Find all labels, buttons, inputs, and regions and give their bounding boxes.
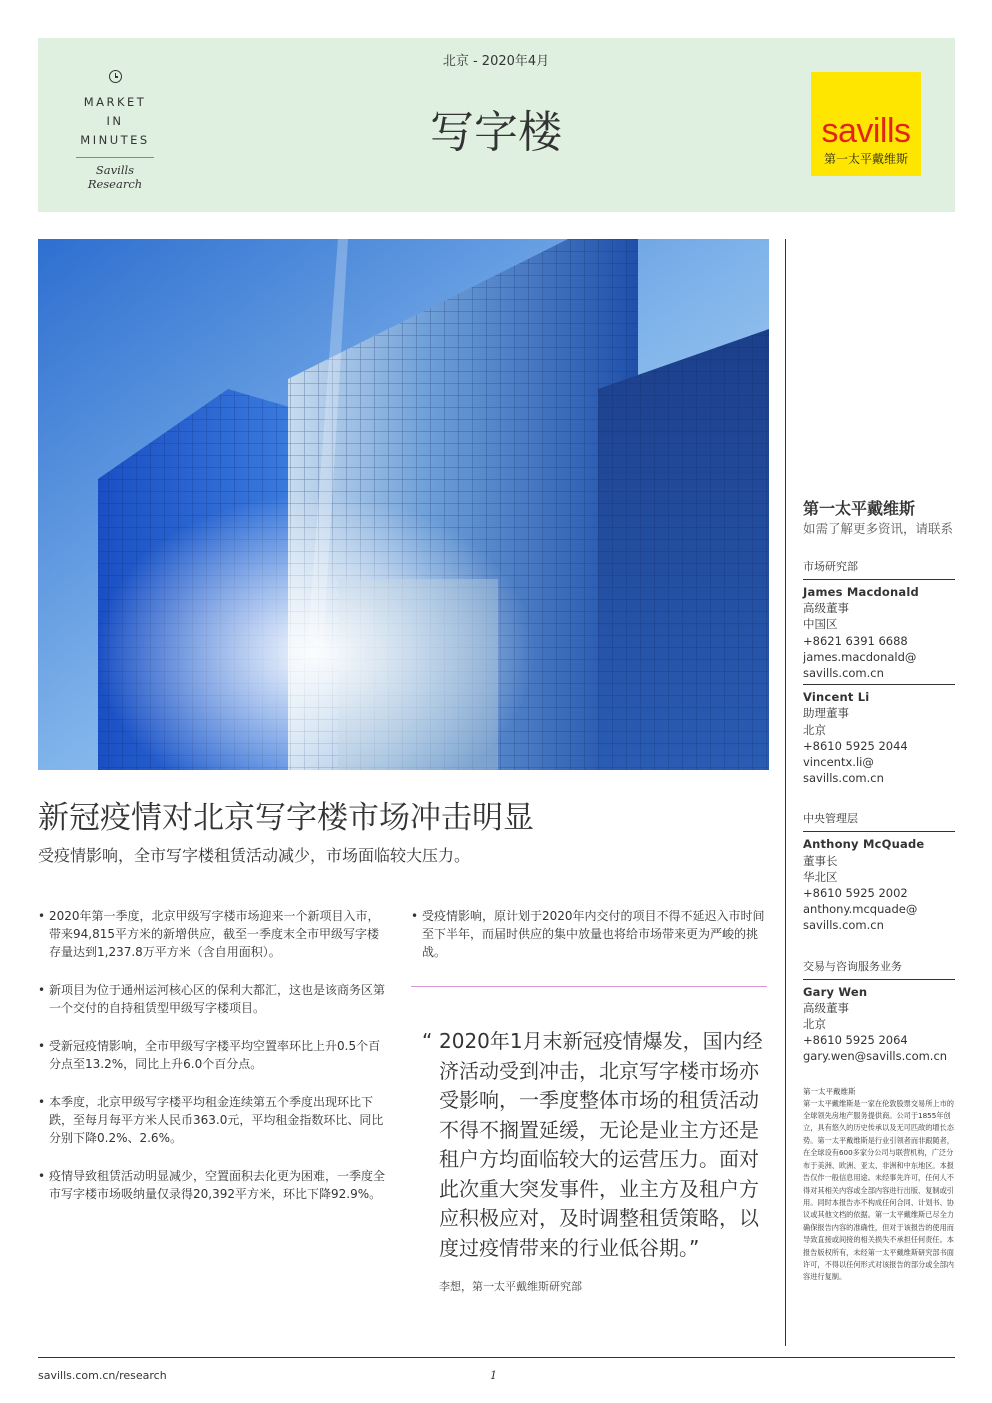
list-item: • 受新冠疫情影响，全市甲级写字楼平均空置率环比上升0.5个百分点至13.2%，同比上升6.0个百分点。 [38, 1037, 390, 1073]
page-title: 写字楼 [430, 107, 562, 158]
logo-chinese-name: 第一太平戴维斯 [823, 152, 908, 166]
list-item: • 本季度，北京甲级写字楼平均租金连续第五个季度出现环比下跌，至每月每平方米人民币363.0元，平均租金指数环比、同比分别下降0.2%、2.6%。 [38, 1093, 390, 1147]
mim-word: IN [106, 114, 124, 128]
footer-rule [38, 1357, 955, 1358]
list-item: • 疫情导致租赁活动明显减少，空置面积去化更为困难，一季度全市写字楼市场吸纳量仅录得20,392平方米，环比下降92.9%。 [38, 1167, 390, 1203]
contact-email-domain[interactable]: savills.com.cn [803, 666, 884, 681]
contact-name: Anthony McQuade [803, 837, 925, 852]
contact-region: 中国区 [803, 617, 838, 632]
article-headline: 新冠疫情对北京写字楼市场冲击明显 [38, 800, 534, 836]
contact-region: 北京 [803, 1017, 826, 1032]
contact-phone: +8621 6391 6688 [803, 633, 908, 648]
page-number: 1 [490, 1369, 497, 1382]
contact-role: 高级董事 [803, 1000, 849, 1015]
contact-role: 助理董事 [803, 706, 849, 721]
contact-email-domain[interactable]: savills.com.cn [803, 771, 884, 786]
contact-role: 高级董事 [803, 601, 849, 616]
list-item: • 新项目为位于通州运河核心区的保利大都汇，这也是该商务区第一个交付的自持租赁型甲级写字楼项目。 [38, 981, 390, 1017]
contact-email-domain[interactable]: savills.com.cn [803, 918, 884, 933]
quote-text: 2020年1月末新冠疫情爆发，国内经济活动受到冲击，北京写字楼市场亦受影响，一季度整体市场的租赁活动不得不搁置延缓，无论是业主方还是租户方均面临较大的运营压力。面对此次重大突发事件，业主方及租户方应积极应对，及时调整租赁策略，以度过疫情带来的行业低谷期。” [439, 1029, 763, 1260]
office-building-photo [38, 239, 769, 770]
contact-email[interactable]: anthony.mcquade@ [803, 902, 918, 917]
contact-card [803, 580, 955, 684]
quote-divider [411, 986, 767, 987]
contact-phone: +8610 5925 2064 [803, 1033, 908, 1048]
disclaimer-title: 第一太平戴维斯 [803, 1086, 856, 1096]
contact-region: 华北区 [803, 869, 838, 884]
contact-sidebar [803, 498, 955, 1284]
article-subhead: 受疫情影响，全市写字楼租赁活动减少，市场面临较大压力。 [38, 846, 471, 865]
list-item: • 受疫情影响，原计划于2020年内交付的项目不得不延迟入市时间至下半年，而届时供应的集中放量也将给市场带来更为严峻的挑战。 [411, 907, 767, 961]
contact-region: 北京 [803, 722, 826, 737]
column-divider [785, 239, 786, 1346]
sidebar-title: 第一太平戴维斯 [803, 499, 916, 518]
dateline: 北京 - 2020年4月 [442, 54, 550, 69]
contact-card [803, 980, 955, 1068]
contact-email[interactable]: gary.wen@savills.com.cn [803, 1049, 948, 1064]
sidebar-subtitle: 如需了解更多资讯，请联系 [803, 521, 954, 536]
contact-role: 董事长 [803, 853, 838, 868]
clock-icon [109, 70, 122, 83]
pull-quote [422, 1027, 767, 1263]
contact-phone: +8610 5925 2002 [803, 886, 908, 901]
contact-card [803, 684, 955, 789]
disclaimer-text: 第一太平戴维斯是一家在伦敦股票交易所上市的全球领先房地产服务提供商。公司于1855年创立，具有悠久的历史传承以及无可匹敌的增长态势。第一太平戴维斯是行业引领者而非跟随者，在全球设有600多家分公司与联营机构，广泛分布于美洲、欧洲、亚太、非洲和中东地区。本报告仅作一般信息用途。未经事先许可，任何人不得对其相关内容或全部内容进行出版、复制或引用。同时本报告亦不构成任何合同、计划书、协议或其他文档的依据。第一太平戴维斯已尽全力确保报告内容的准确性，但对于该报告的使用而导致直接或间接的相关损失不承担任何责任。本报告版权所有，未经第一太平戴维斯研究部书面许可，不得以任何形式对该报告的部分或全部内容进行复制。 [803, 1098, 954, 1282]
logo-wordmark: savills [821, 112, 911, 150]
contact-card [803, 832, 955, 936]
list-item: • 2020年第一季度，北京甲级写字楼市场迎来一个新项目入市，带来94,815平方米的新增供应，截至一季度末全市甲级写字楼存量达到1,237.8万平方米（含自用面积）。 [38, 907, 390, 961]
key-points-right [411, 907, 767, 981]
department-label: 交易与咨询服务业务 [803, 958, 955, 980]
department-label: 市场研究部 [803, 558, 955, 580]
contact-name: James Macdonald [803, 585, 919, 599]
savills-logo [811, 72, 921, 176]
contact-name: Vincent Li [803, 690, 870, 705]
contact-phone: +8610 5925 2044 [803, 738, 908, 753]
department-label: 中央管理层 [803, 810, 955, 832]
contact-name: Gary Wen [803, 984, 868, 999]
footer-url[interactable]: savills.com.cn/research [38, 1369, 167, 1382]
building-illustration [38, 239, 769, 770]
mim-word: MINUTES [80, 133, 150, 147]
mim-word: MARKET [83, 95, 147, 109]
quote-attribution: 李想，第一太平戴维斯研究部 [439, 1280, 582, 1293]
contact-email[interactable]: vincentx.li@ [803, 755, 874, 770]
contact-email[interactable]: james.macdonald@ [803, 649, 917, 664]
quote-mark: “ [422, 1029, 433, 1053]
key-points-left [38, 907, 390, 1223]
savills-research-label: Savills Research [87, 163, 143, 191]
